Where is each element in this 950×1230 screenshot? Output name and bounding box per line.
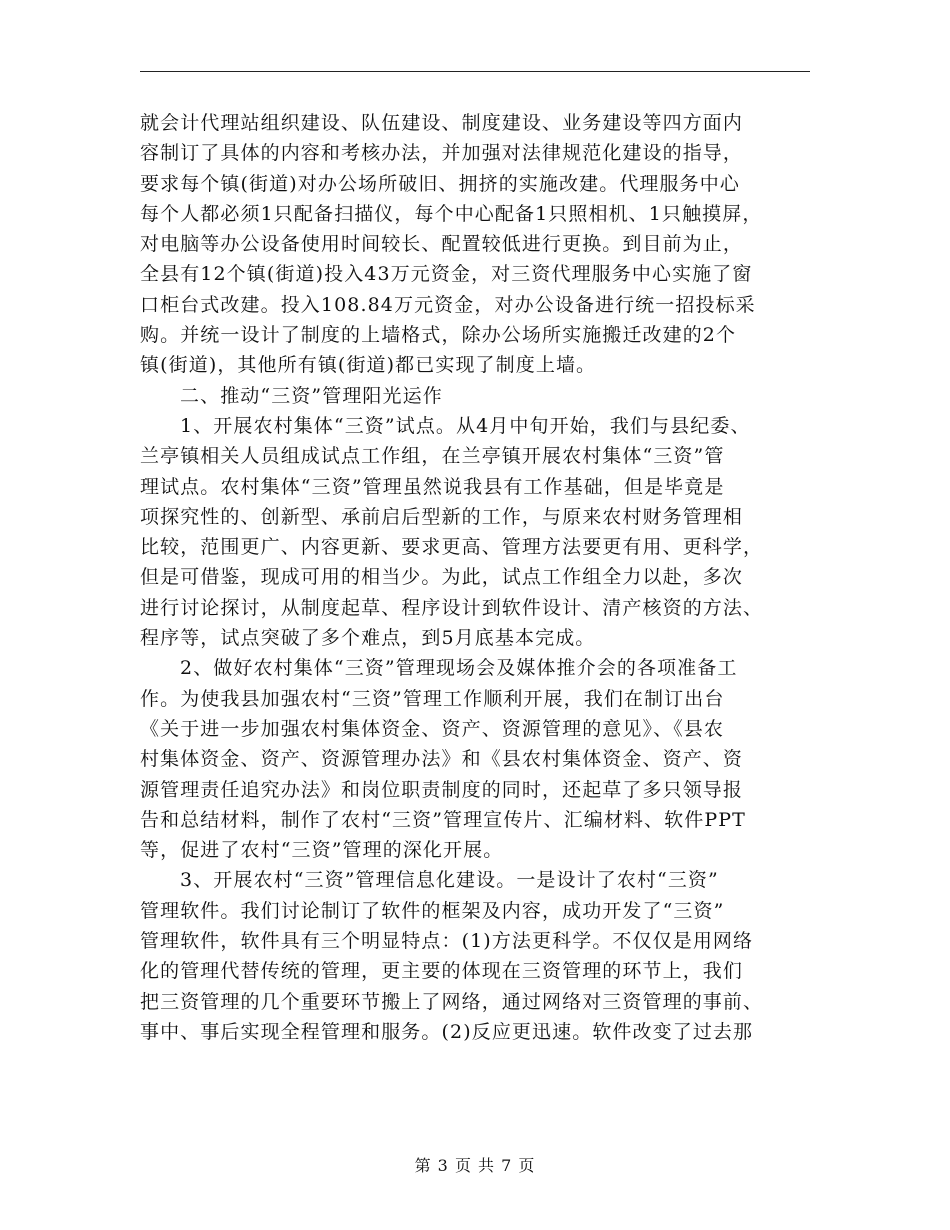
text-line: 进行讨论探讨，从制度起草、程序设计到软件设计、清产核资的方法、 [140, 596, 764, 619]
text-line: 3、开展农村“三资”管理信息化建设。一是设计了农村“三资” [180, 869, 719, 892]
text-line: 村集体资金、资产、资源管理办法》和《县农村集体资金、资产、资 [140, 748, 744, 771]
text-line: 但是可借鉴，现成可用的相当少。为此，试点工作组全力以赴，多次 [140, 566, 744, 589]
text-line: 管理软件，软件具有三个明显特点：(1)方法更科学。不仅仅是用网络 [140, 930, 754, 953]
text-line: 《关于进一步加强农村集体资金、资产、资源管理的意见》、《县农 [140, 717, 725, 740]
text-line: 全县有12个镇(街道)投入43万元资金，对三资代理服务中心实施了窗 [140, 263, 753, 286]
text-line: 比较，范围更广、内容更新、要求更高、管理方法要更有用、更科学， [140, 536, 764, 559]
text-line: 每个人都必须1只配备扫描仪，每个中心配备1只照相机、1只触摸屏， [140, 202, 763, 225]
header-rule [140, 71, 810, 72]
text-line: 源管理责任追究办法》和岗位职责制度的同时，还起草了多只领导报 [140, 778, 744, 801]
text-line: 口柜台式改建。投入108.84万元资金，对办公设备进行统一招投标采 [140, 293, 756, 316]
text-line: 兰亭镇相关人员组成试点工作组，在兰亭镇开展农村集体“三资”管 [140, 445, 725, 468]
text-line: 二、推动“三资”管理阳光运作 [180, 384, 443, 407]
text-line: 1、开展农村集体“三资”试点。从4月中旬开始，我们与县纪委、 [180, 414, 751, 437]
text-line: 事中、事后实现全程管理和服务。(2)反应更迅速。软件改变了过去那 [140, 1020, 754, 1043]
text-line: 等，促进了农村“三资”管理的深化开展。 [140, 839, 504, 862]
text-line: 理试点。农村集体“三资”管理虽然说我县有工作基础，但是毕竟是 [140, 475, 725, 498]
text-line: 购。并统一设计了制度的上墙格式，除办公场所实施搬迁改建的2个 [140, 324, 737, 347]
text-line: 告和总结材料，制作了农村“三资”管理宣传片、汇编材料、软件PPT [140, 808, 746, 831]
document-body [140, 108, 840, 1047]
text-line: 化的管理代替传统的管理，更主要的体现在三资管理的环节上，我们 [140, 960, 744, 983]
text-line: 要求每个镇(街道)对办公场所破旧、拥挤的实施改建。代理服务中心 [140, 172, 740, 195]
text-line: 就会计代理站组织建设、队伍建设、制度建设、业务建设等四方面内 [140, 112, 744, 134]
text-line: 容制订了具体的内容和考核办法，并加强对法律规范化建设的指导， [140, 142, 744, 165]
text-line: 程序等，试点突破了多个难点，到5月底基本完成。 [140, 627, 596, 650]
page-footer: 第 3 页 共 7 页 [414, 1156, 536, 1175]
text-line: 2、做好农村集体“三资”管理现场会及媒体推介会的各项准备工 [180, 657, 738, 680]
text-line: 管理软件。我们讨论制订了软件的框架及内容，成功开发了“三资” [140, 899, 725, 922]
text-line: 对电脑等办公设备使用时间较长、配置较低进行更换。到目前为止， [140, 233, 744, 256]
text-line: 镇(街道)，其他所有镇(街道)都已实现了制度上墙。 [140, 354, 597, 377]
text-line: 作。为使我县加强农村“三资”管理工作顺利开展，我们在制订出台 [140, 687, 725, 710]
text-line: 项探究性的、创新型、承前启后型新的工作，与原来农村财务管理相 [140, 505, 744, 528]
text-line: 把三资管理的几个重要环节搬上了网络，通过网络对三资管理的事前、 [140, 990, 764, 1013]
